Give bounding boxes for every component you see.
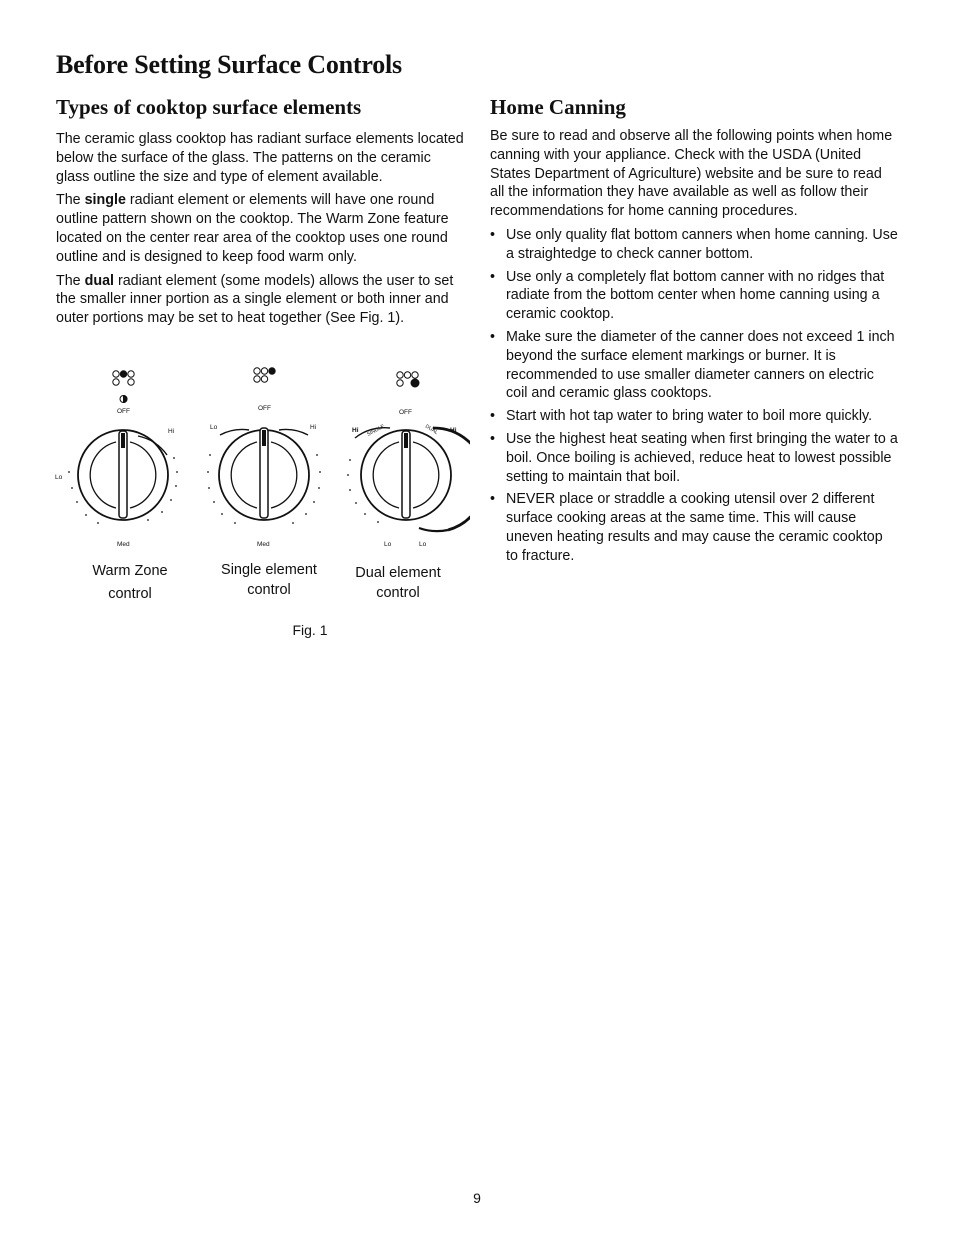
single-element-paragraph	[56, 191, 468, 266]
cooktop-elements-heading: Types of cooktop surface elements	[56, 95, 362, 119]
single-element-knob	[207, 368, 321, 524]
list-item: • Use the highest heat seating when first bringing the water to a boil. Once boiling is achieved, reduce heat to lowest possible setting to maintain that boil.	[490, 430, 898, 486]
control-knobs-figure	[50, 360, 470, 650]
dual-element-paragraph	[56, 272, 468, 328]
text-span: The	[56, 272, 85, 289]
home-canning-intro: Be sure to read and observe all the following points when home canning with your appliance. Check with the USDA (United States Department of Agriculture) website and be sure to read all the information they have available as well as follow their recommendations for home canning procedures.	[490, 128, 893, 220]
single-element-caption	[204, 560, 334, 600]
text-span: The	[56, 192, 85, 209]
caption-line: control	[376, 585, 420, 601]
home-canning-section	[490, 127, 898, 570]
knobs-illustration	[50, 360, 470, 560]
dual-element-knob	[347, 372, 470, 531]
dual-hi-left-label: Hi	[352, 427, 359, 434]
caption-line: Warm Zone	[92, 563, 168, 579]
warm-zone-caption	[70, 560, 190, 605]
warm-off-label: OFF	[117, 408, 130, 415]
cooktop-elements-section	[56, 130, 468, 333]
dual-single-label: SINGLE	[366, 423, 386, 438]
bold-term-single: single	[84, 192, 126, 209]
cooktop-intro-paragraph: The ceramic glass cooktop has radiant surface elements located below the surface of the glass. The patterns on the ceramic glass outline the size and type of element available.	[56, 131, 464, 185]
home-canning-list	[490, 226, 898, 566]
caption-line: control	[247, 582, 291, 598]
text-span: radiant element (some models) allows the user to set the smaller inner portion as a single element or both inner and outer portions may be set to heat together (See Fig. 1).	[56, 272, 454, 327]
dual-off-label: OFF	[399, 409, 412, 416]
single-off-label: OFF	[258, 405, 271, 412]
bold-term-dual: dual	[84, 272, 114, 289]
text-span: radiant element or elements will have one round outline pattern shown on the cooktop. The Warm Zone feature located on the center rear area of the cooktop uses one round outline and is designed to keep food warm only.	[56, 192, 449, 265]
list-item: • Make sure the diameter of the canner does not exceed 1 inch beyond the surface element markings or burner. It is recommended to use smaller diameter canners on electric coil and ceramic glass cooktops.	[490, 328, 898, 403]
list-item: • Start with hot tap water to bring water to boil more quickly.	[490, 407, 898, 426]
figure-label: Fig. 1	[292, 622, 328, 638]
warm-zone-element-indicator-icon	[113, 371, 134, 403]
caption-line: Single element	[221, 562, 317, 578]
page-number: 9	[473, 1190, 481, 1206]
single-hi-label: Hi	[310, 424, 317, 431]
warm-zone-knob	[68, 371, 178, 524]
dual-element-indicator-icon	[397, 372, 419, 387]
dual-element-caption	[338, 563, 458, 603]
single-med-label: Med	[257, 541, 270, 548]
dual-dual-label: DUAL	[423, 423, 439, 437]
caption-line: control	[108, 586, 152, 602]
dual-hi-right-label: Hi	[450, 427, 457, 434]
dual-lo-right-label: Lo	[419, 541, 427, 548]
list-item: • Use only quality flat bottom canners when home canning. Use a straightedge to check canner bottom.	[490, 226, 898, 264]
warm-hi-label: Hi	[168, 428, 175, 435]
single-element-indicator-icon	[254, 368, 275, 382]
home-canning-heading: Home Canning	[490, 95, 626, 119]
warm-lo-label: Lo	[55, 474, 63, 481]
warm-med-label: Med	[117, 541, 130, 548]
caption-line: Dual element	[355, 565, 441, 581]
list-item: • NEVER place or straddle a cooking utensil over 2 different surface cooking areas at the same time. This will cause uneven heating results and may cause the ceramic cooktop to fracture.	[490, 490, 898, 565]
list-item: • Use only a completely flat bottom canner with no ridges that radiate from the bottom center when home canning using a ceramic cooktop.	[490, 268, 898, 324]
page-title: Before Setting Surface Controls	[56, 50, 402, 79]
dual-lo-left-label: Lo	[384, 541, 392, 548]
single-lo-label: Lo	[210, 424, 218, 431]
